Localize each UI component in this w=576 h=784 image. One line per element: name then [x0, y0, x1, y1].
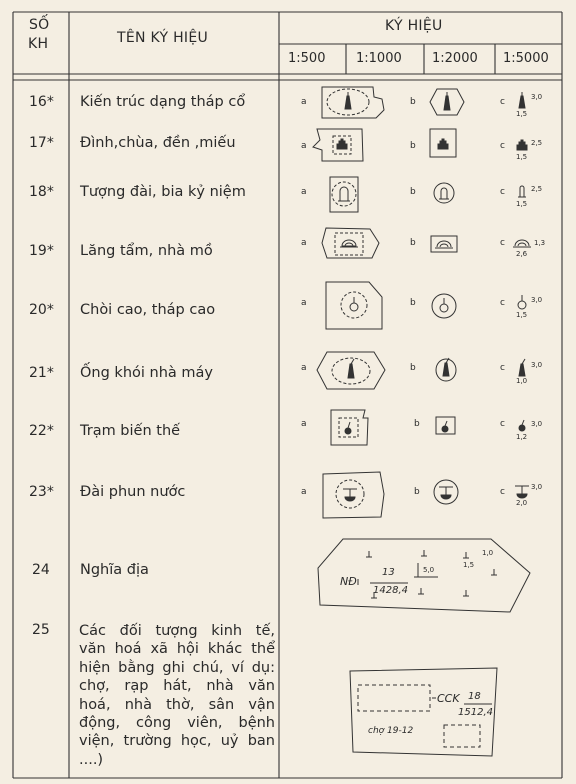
- dimension-width: 1,5: [463, 561, 475, 569]
- variant-c-label: c: [500, 238, 505, 248]
- dimension-height: 3,0: [531, 361, 543, 369]
- market-code: CCK: [437, 692, 460, 705]
- variant-c-label: c: [500, 141, 505, 151]
- cemetery-number: 13: [382, 567, 395, 578]
- variant-c-label: c: [500, 97, 505, 107]
- row-number: 25: [32, 622, 50, 638]
- description-paragraph: [79, 622, 275, 769]
- symbol-name: Ống khói nhà máy: [80, 365, 213, 381]
- dimension-width: 1,2: [516, 433, 528, 441]
- symbol-name: Chòi cao, tháp cao: [80, 302, 216, 318]
- variant-b-label: b: [410, 97, 416, 107]
- dimension-height: 1,0: [482, 549, 494, 557]
- variant-a-label: a: [301, 97, 307, 107]
- variant-a-label: a: [301, 487, 307, 497]
- dimension-width: 1,5: [516, 200, 528, 208]
- row-number: 21*: [29, 365, 54, 381]
- dimension-height: 3,0: [531, 93, 543, 101]
- symbol-name: Nghĩa địa: [80, 562, 149, 578]
- variant-a-label: a: [301, 419, 307, 429]
- variant-b-label: b: [410, 141, 416, 151]
- description-line: hoá, nhà thờ, sân vận: [79, 696, 275, 713]
- description-line: văn hoá xã hội khác thể: [79, 641, 275, 658]
- variant-b-label: b: [410, 238, 416, 248]
- row-number: 16*: [29, 94, 54, 110]
- scale-1-500: 1:500: [288, 51, 326, 66]
- row-number: 19*: [29, 243, 54, 259]
- description-line: chợ, rạp hát, nhà văn: [79, 678, 275, 695]
- dimension-width: 1,0: [516, 377, 528, 385]
- variant-a-label: a: [301, 238, 307, 248]
- cemetery-area: 1428,4: [373, 585, 408, 596]
- variant-c-label: c: [500, 363, 505, 373]
- dimension-width: 1,5: [516, 311, 528, 319]
- variant-a-label: a: [301, 141, 307, 151]
- dimension-width: 1,5: [516, 153, 528, 161]
- variant-b-label: b: [410, 187, 416, 197]
- row-number: 20*: [29, 302, 54, 318]
- variant-a-label: a: [301, 187, 307, 197]
- variant-c-label: c: [500, 298, 505, 308]
- dimension-height: 3,0: [531, 296, 543, 304]
- scale-1-2000: 1:2000: [432, 51, 478, 66]
- variant-a-label: a: [301, 363, 307, 373]
- dimension-height: 3,0: [531, 483, 543, 491]
- row-number: 23*: [29, 484, 54, 500]
- dimension-height: 3,0: [531, 420, 543, 428]
- dimension-width: 2,0: [516, 499, 528, 507]
- row-number: 24: [32, 562, 50, 578]
- variant-c-label: c: [500, 187, 505, 197]
- symbol-name: Lăng tẩm, nhà mồ: [80, 243, 213, 259]
- dimension-gap: 5,0: [423, 566, 435, 574]
- description-line: viện, trường học, uỷ ban: [79, 733, 275, 750]
- scale-1-5000: 1:5000: [503, 51, 549, 66]
- symbol-name: Đài phun nước: [80, 484, 186, 500]
- col-no-header-line1: SỐ: [29, 17, 50, 33]
- scale-1-1000: 1:1000: [356, 51, 402, 66]
- market-note: chợ 19-12: [368, 726, 414, 736]
- description-line: động, công viên, bệnh: [79, 715, 275, 732]
- description-line: Các đối tượng kinh tế,: [79, 623, 275, 639]
- variant-b-label: b: [414, 419, 420, 429]
- dimension-height: 1,3: [534, 239, 546, 247]
- variant-b-label: b: [410, 298, 416, 308]
- market-area: 1512,4: [458, 707, 493, 718]
- dimension-height: 2,5: [531, 139, 543, 147]
- col-name-header: TÊN KÝ HIỆU: [117, 30, 209, 46]
- row-number: 17*: [29, 135, 54, 151]
- symbol-name: Trạm biến thế: [80, 423, 181, 439]
- dimension-width: 2,6: [516, 250, 528, 258]
- variant-c-label: c: [500, 487, 505, 497]
- symbol-name: Đình,chùa, đền ,miếu: [80, 135, 236, 151]
- row-number: 22*: [29, 423, 54, 439]
- col-symbol-header: KÝ HIỆU: [385, 18, 443, 34]
- col-no-header-line2: KH: [28, 36, 49, 52]
- symbol-name: Tượng đài, bia kỷ niệm: [80, 184, 246, 200]
- variant-b-label: b: [410, 363, 416, 373]
- dimension-height: 2,5: [531, 185, 543, 193]
- market-number: 18: [468, 691, 481, 702]
- variant-a-label: a: [301, 298, 307, 308]
- cemetery-code: NĐ: [340, 575, 357, 588]
- row-number: 18*: [29, 184, 54, 200]
- variant-b-label: b: [414, 487, 420, 497]
- dimension-width: 1,5: [516, 110, 528, 118]
- description-line: ....): [79, 751, 104, 768]
- variant-c-label: c: [500, 419, 505, 429]
- description-line: hiện bằng ghi chú, ví dụ:: [79, 659, 275, 676]
- symbol-name: Kiến trúc dạng tháp cổ: [80, 94, 246, 110]
